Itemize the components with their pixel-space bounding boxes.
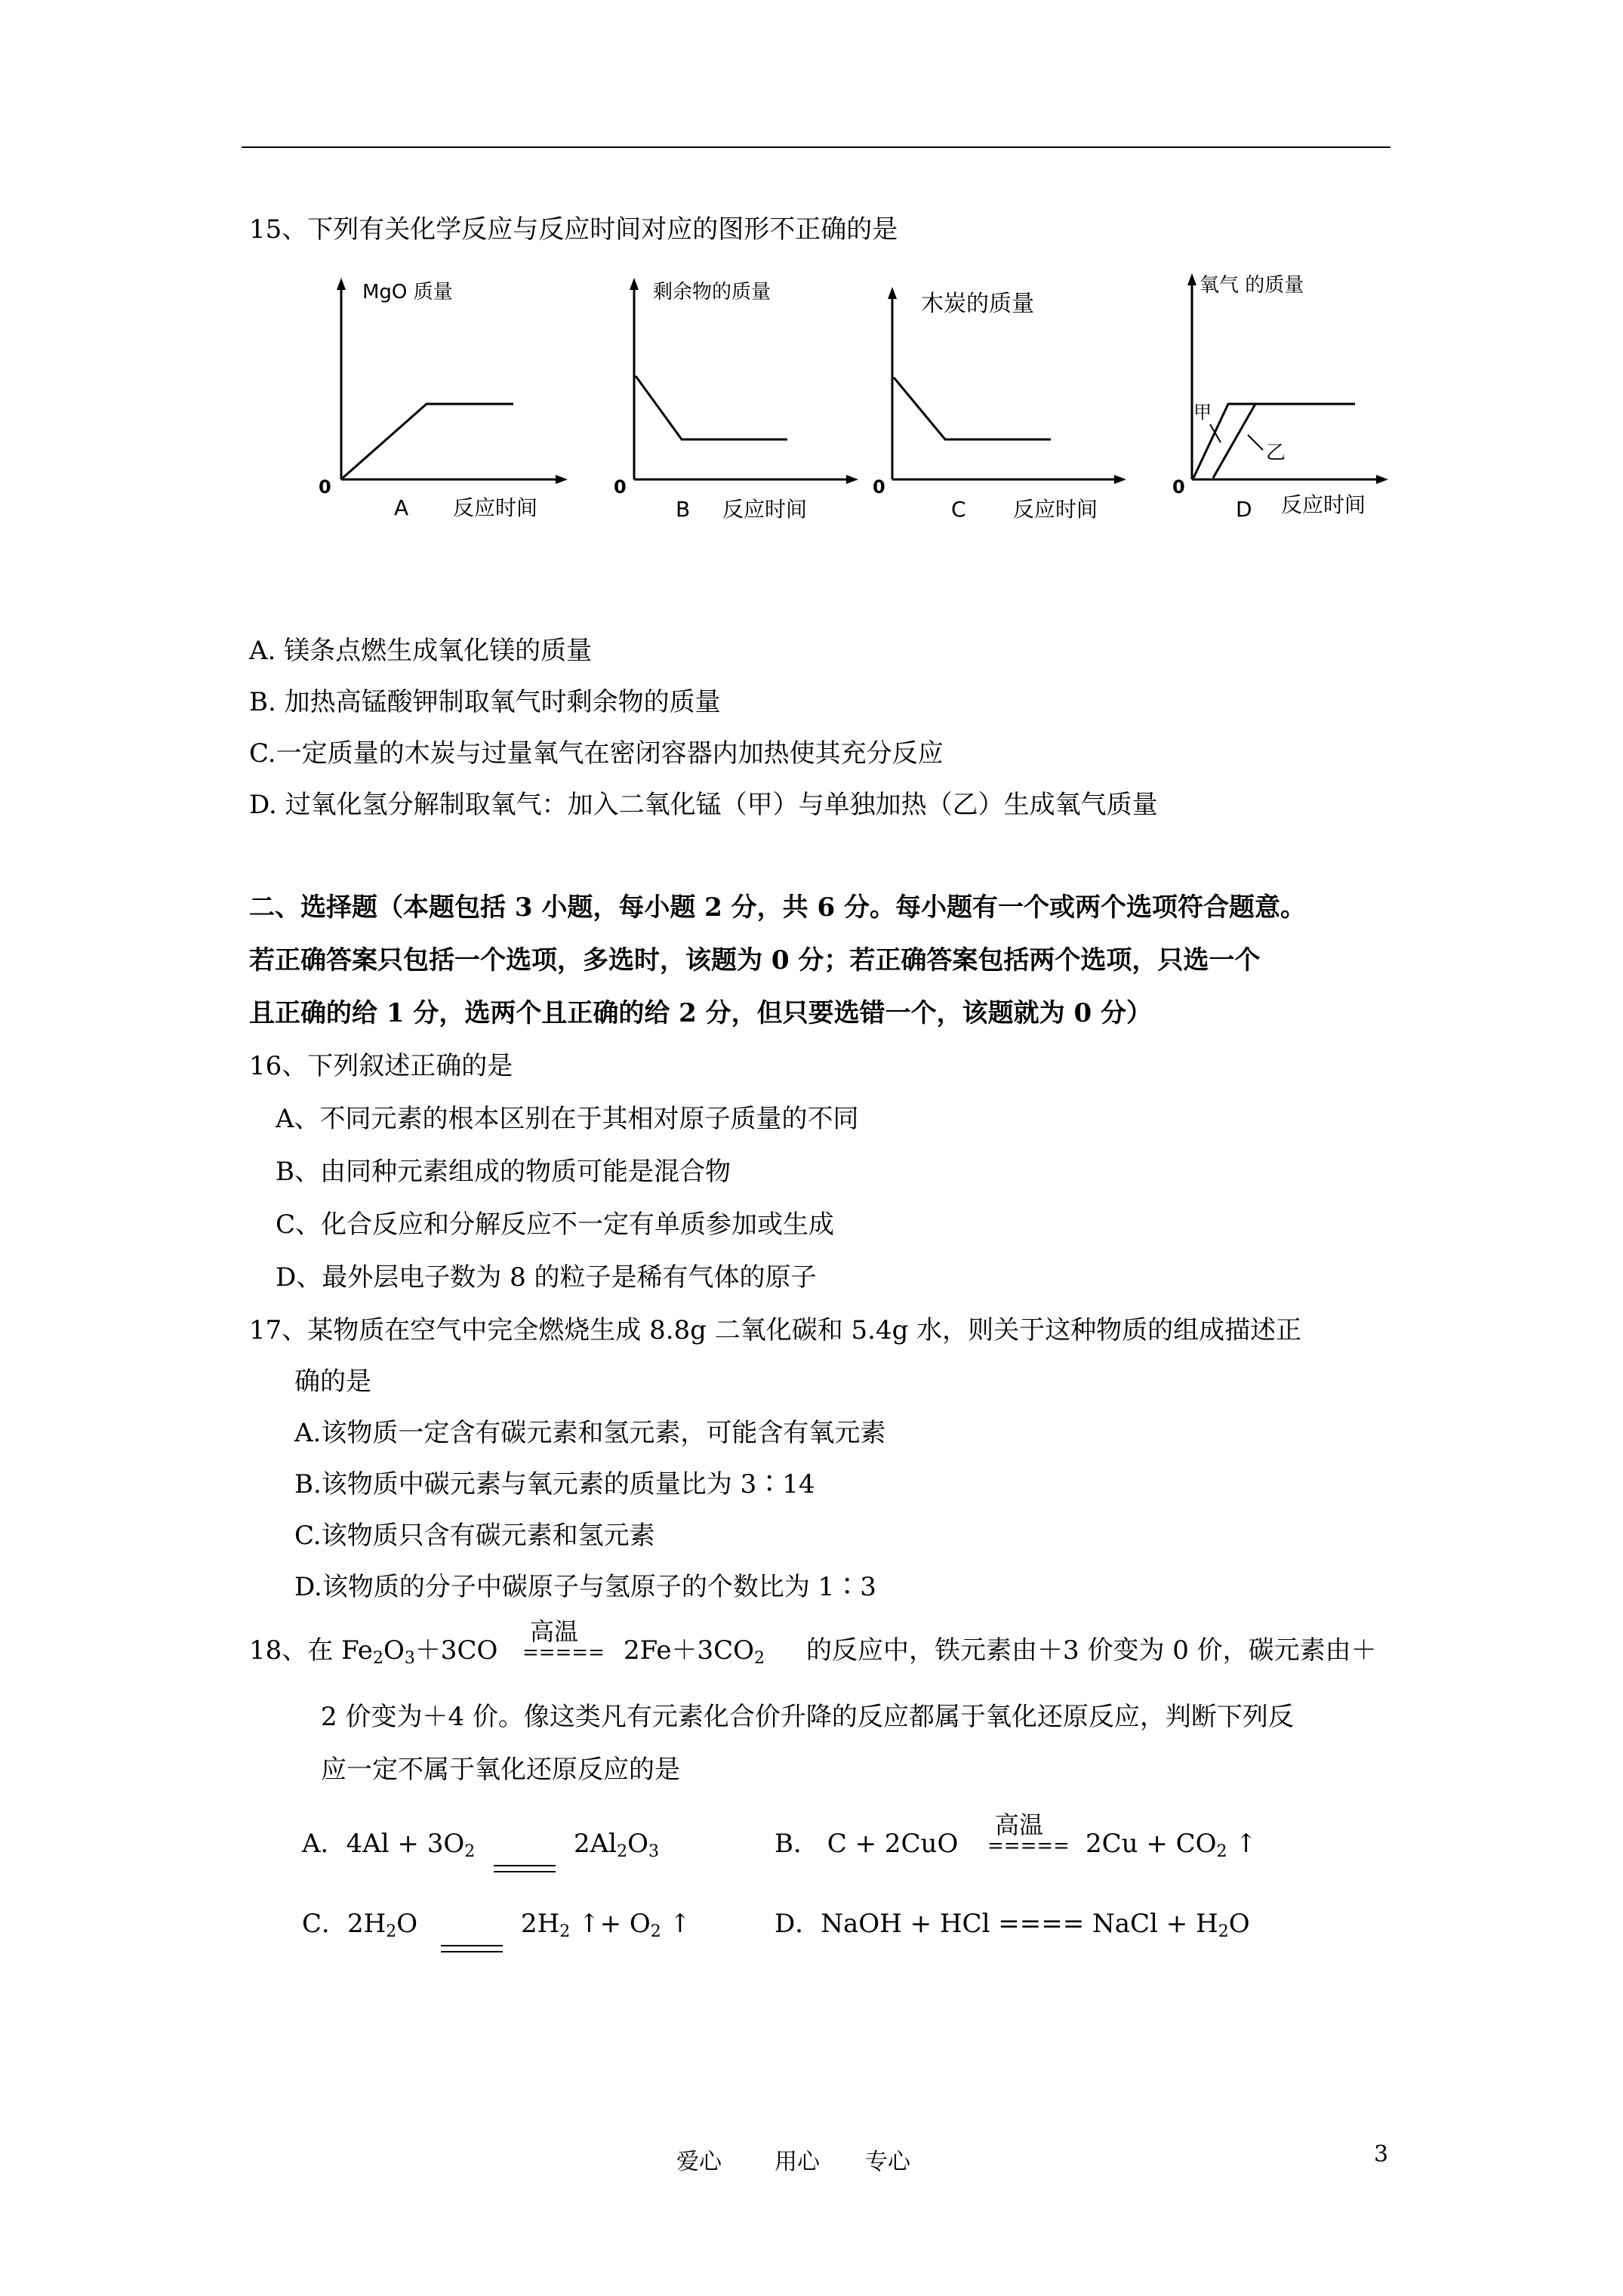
graph-a <box>310 264 589 524</box>
q16-option-c: C、化合反应和分解反应不一定有单质参加或生成 <box>276 1210 835 1240</box>
graph-b-ylabel: 剩余物的质量 <box>653 281 771 304</box>
q18-option-d: D．NaOH + HCl ==== NaCl + $H_2O$ <box>775 1909 1250 1941</box>
q17-stem-line-1: 17、某物质在空气中完全燃烧生成 8.8g 二氧化碳和 5.4g 水，则关于这种物质的组成描述正 <box>249 1315 1302 1345</box>
q16-option-a: A、不同元素的根本区别在于其相对原子质量的不同 <box>276 1104 859 1134</box>
q16-stem: 16、下列叙述正确的是 <box>249 1051 513 1081</box>
q18-option-c-equals <box>441 1945 503 1952</box>
q18-equation-right: $2Fe+3CO_2$ <box>624 1635 765 1668</box>
graph-b-label: B <box>676 497 691 522</box>
graph-c-origin: 0 <box>873 476 885 498</box>
graph-b-origin: 0 <box>614 476 627 498</box>
graph-c-xlabel: 反应时间 <box>1013 497 1098 522</box>
q18-option-c-right: $2H_2$ ↑+ $O_2$ ↑ <box>521 1909 691 1941</box>
graph-d-curve2-label: 乙 <box>1266 442 1286 464</box>
header-rule <box>242 146 1390 148</box>
graph-d-label: D <box>1236 497 1252 522</box>
q15-option-c: C.一定质量的木炭与过量氧气在密闭容器内加热使其充分反应 <box>249 738 944 769</box>
q17-stem-line-2: 确的是 <box>294 1367 371 1397</box>
graph-d <box>1166 264 1415 524</box>
footer-text-3: 专心 <box>865 2149 910 2175</box>
q18-option-b-left: B． C + 2CuO <box>775 1829 959 1859</box>
page-number: 3 <box>1374 2141 1389 2168</box>
footer-text-2: 用心 <box>775 2149 820 2175</box>
q17-option-b: B.该物质中碳元素与氧元素的质量比为 3∶14 <box>294 1469 815 1499</box>
graph-a-ylabel: MgO 质量 <box>362 281 453 304</box>
q16-option-d: D、最外层电子数为 8 的粒子是稀有气体的原子 <box>276 1262 817 1293</box>
q17-option-a: A.该物质一定含有碳元素和氢元素，可能含有氧元素 <box>294 1418 886 1448</box>
graph-d-xlabel: 反应时间 <box>1281 492 1366 517</box>
q15-option-a: A. 镁条点燃生成氧化镁的质量 <box>249 636 593 666</box>
q18-option-c-left: C．$2H_2O$ <box>302 1909 418 1941</box>
section2-line-3: 且正确的给 1 分，选两个且正确的给 2 分，但只要选错一个，该题就为 0 分） <box>249 998 1152 1028</box>
graph-c-ylabel: 木炭的质量 <box>921 291 1034 317</box>
graph-c-label: C <box>951 497 966 522</box>
q18-stem-suffix: 的反应中，铁元素由＋3 价变为 0 价，碳元素由＋ <box>806 1635 1377 1666</box>
q15-option-d: D. 过氧化氢分解制取氧气：加入二氧化锰（甲）与单独加热（乙）生成氧气质量 <box>249 790 1158 820</box>
graph-d-curve1-label: 甲 <box>1193 402 1212 423</box>
graph-b-xlabel: 反应时间 <box>722 497 808 522</box>
q18-option-b-equals: ===== <box>987 1835 1070 1857</box>
q15-stem: 15、下列有关化学反应与反应时间对应的图形不正确的是 <box>249 214 898 245</box>
graph-d-ylabel: 氧气 的质量 <box>1200 274 1304 297</box>
q17-option-c: C.该物质只含有碳元素和氢元素 <box>294 1521 655 1551</box>
q18-option-a-right: $2Al_2O_3$ <box>574 1829 659 1861</box>
q18-condition: 高温 <box>530 1617 579 1646</box>
q15-option-b: B. 加热高锰酸钾制取氧气时剩余物的质量 <box>249 687 721 717</box>
q18-equals-sign: ===== <box>522 1641 605 1664</box>
q18-option-b-condition: 高温 <box>995 1811 1044 1839</box>
q16-option-b: B、由同种元素组成的物质可能是混合物 <box>276 1157 731 1187</box>
graph-a-label: A <box>394 495 409 520</box>
q18-option-b-right: $2Cu + CO_2$ ↑ <box>1086 1829 1257 1861</box>
graph-a-xlabel: 反应时间 <box>453 495 538 520</box>
section2-line-1: 二、选择题（本题包括 3 小题，每小题 2 分，共 6 分。每小题有一个或两个选项符合题意。 <box>249 892 1306 923</box>
graph-b <box>593 264 872 524</box>
q18-option-a-equals <box>494 1865 556 1872</box>
q17-option-d: D.该物质的分子中碳原子与氢原子的个数比为 1∶3 <box>294 1572 876 1602</box>
q18-stem-line-2: 2 价变为＋4 价。像这类凡有元素化合价升降的反应都属于氧化还原反应，判断下列反 <box>321 1702 1294 1732</box>
q18-equation-left: 18、在 $Fe_2O_3+3CO$ <box>249 1635 498 1668</box>
footer-text-1: 爱心 <box>676 2149 722 2175</box>
q18-option-a-left: A．$4Al + 3O_2$ <box>302 1829 476 1861</box>
graph-a-origin: 0 <box>319 476 331 498</box>
section2-line-2: 若正确答案只包括一个选项，多选时，该题为 0 分；若正确答案包括两个选项，只选一个 <box>249 945 1261 975</box>
graph-c <box>873 264 1155 524</box>
q18-stem-line-3: 应一定不属于氧化还原反应的是 <box>321 1755 680 1785</box>
graph-d-origin: 0 <box>1172 476 1185 498</box>
